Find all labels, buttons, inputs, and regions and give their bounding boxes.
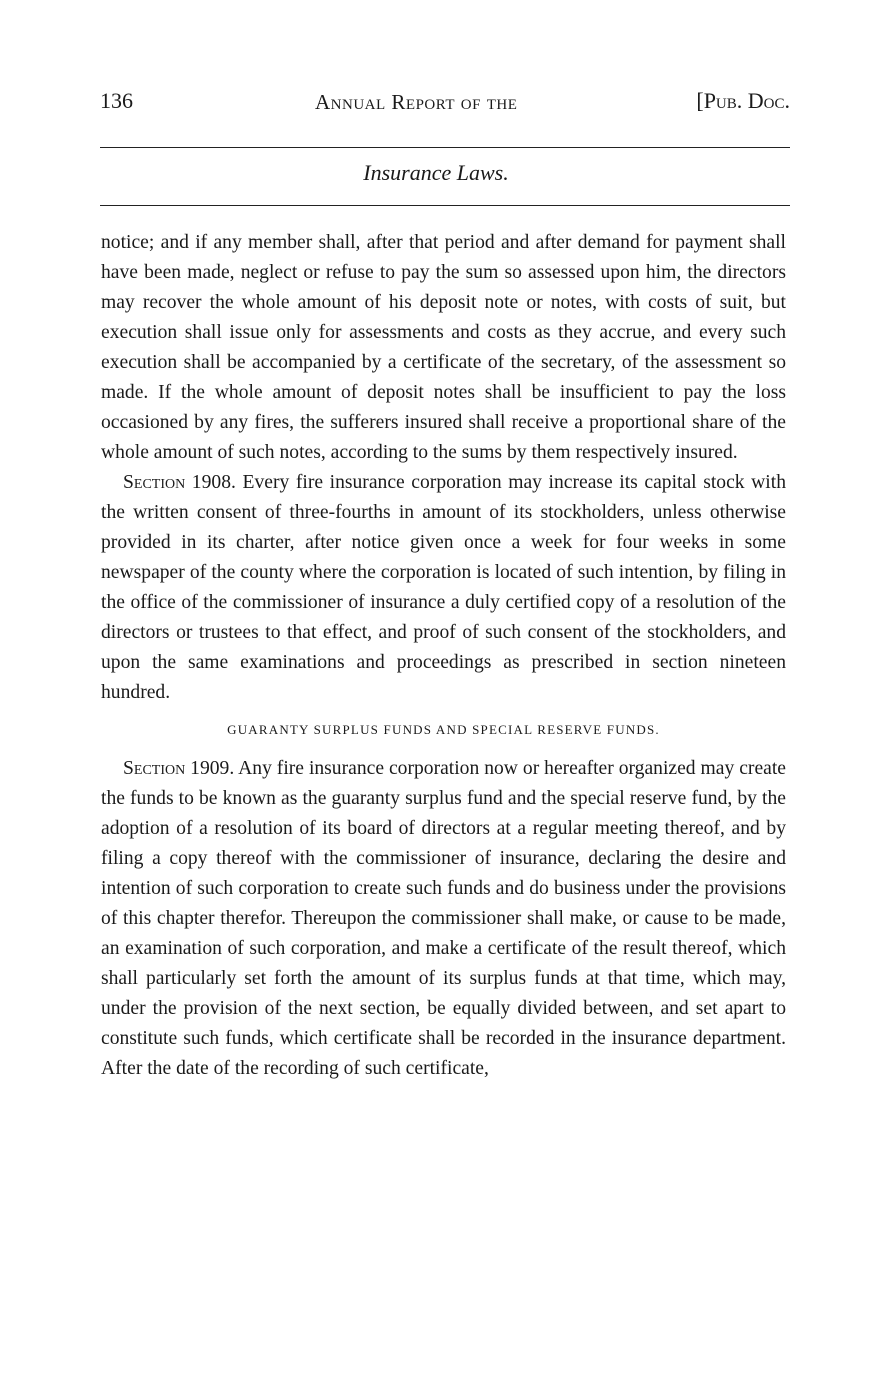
header-rule-top: [100, 147, 790, 148]
header-rule-bottom: [100, 205, 790, 206]
section-1908-text: Every fire insurance corporation may increase its capital stock with the written consent of three-fourths in amount of its stockholders, unless otherwise provided in its charter, after notice given once a week for four weeks in some newspaper of the county where the corporation is located of such intention, by filing in the office of the commissioner of insurance a duly certified copy of a resolution of the directors or trustees to that effect, and proof of such consent of the stockholders, and upon the same examinations and proceedings as prescribed in section nineteen hundred.: [101, 472, 786, 703]
page-number: 136: [100, 88, 133, 113]
section-label-1909: Section 1909.: [123, 758, 235, 779]
section-label-1908: Section 1908.: [123, 472, 236, 493]
paragraph-section-1909: [101, 754, 786, 1084]
subheading: GUARANTY SURPLUS FUNDS AND SPECIAL RESERVE FUNDS.: [227, 722, 660, 737]
report-title: Annual Report of the: [315, 90, 518, 114]
paragraph-section-1908: [101, 468, 786, 708]
running-header: [100, 88, 790, 122]
paragraph-continuation: notice; and if any member shall, after that period and after demand for payment shall have been made, neglect or refuse to pay the sum so assessed upon him, the directors may recover the whole amount of his deposit note or notes, with costs of suit, but execution shall issue only for assessments and costs as they accrue, and every such execution shall be accompanied by a certificate of the secretary, of the assessment so made. If the whole amount of deposit notes shall be insufficient to pay the loss occasioned by any fires, the sufferers insured shall receive a proportional share of the whole amount of such notes, according to the sums by them respectively insured.: [101, 232, 786, 463]
document-label: [Pub. Doc.: [696, 88, 790, 113]
section-1909-text: Any fire insurance corporation now or hereafter organized may create the funds to be known as the guaranty surplus fund and the special reserve fund, by the adoption of a resolution of its board of directors at a regular meeting thereof, and by filing a copy thereof with the commissioner of insurance, declaring the desire and intention of such corporation to create such funds and do business under the provisions of this chapter therefor. Thereupon the commissioner shall make, or cause to be made, an examination of such corporation, and make a certificate of the result thereof, which shall particularly set forth the amount of its surplus funds at that time, which may, under the provision of the next section, be equally divided between, and set apart to constitute such funds, which certificate shall be recorded in the insurance department. After the date of the recording of such certificate,: [101, 758, 786, 1079]
section-title: Insurance Laws.: [363, 160, 509, 185]
body-text: [101, 228, 786, 1084]
